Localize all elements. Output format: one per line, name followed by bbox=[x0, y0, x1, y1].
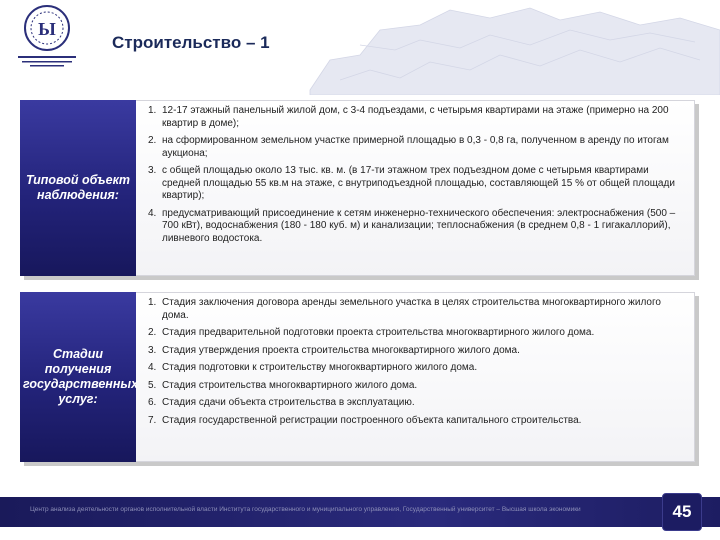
page-title: Строительство – 1 bbox=[112, 33, 270, 52]
list-item: 7. Стадия государственной регистрации построенного объекта капитального строительства. bbox=[148, 414, 582, 426]
block-items bbox=[148, 297, 689, 432]
footer-text: Центр анализа деятельности органов исполнительной власти Института государственного и муниципального управления, Государственный университет – Высшая школа экономики bbox=[30, 506, 581, 513]
list-item: 1. 12-17 этажный панельный жилой дом, с 3-4 подъездами, с четырьмя квартирами на этаже (примерно на 200 квартир в доме); bbox=[148, 105, 669, 129]
list-item: 4. предусматривающий присоединение к сетям инженерно-технического обеспечения: электроснабжения (500 – 700 кВт), водоснабжения (180 - 180 куб. м) и канализации; теплоснабжения (в среднем 0,8 - 1 гигакаллорий), ливневого водостока. bbox=[148, 207, 676, 244]
block-label-panel bbox=[20, 100, 136, 276]
list-item: 4. Стадия подготовки к строительству многоквартирного жилого дома. bbox=[148, 362, 478, 373]
block-items bbox=[148, 105, 689, 250]
list-item: 5. Стадия строительства многоквартирного жилого дома. bbox=[148, 379, 418, 391]
list-item: 2. Стадия предварительной подготовки проекта строительства многоквартирного жилого дома. bbox=[148, 327, 595, 338]
list-item: 2. на сформированном земельном участке примерной площадью в 0,3 - 0,8 га, полученном в аренду по итогам аукциона; bbox=[148, 135, 669, 159]
list-item: 6. Стадия сдачи объекта строительства в эксплуатацию. bbox=[148, 397, 415, 408]
list-item: 1. Стадия заключения договора аренды земельного участка в целях строительства многоквартирного жилого дома. bbox=[148, 297, 661, 321]
service-stages-block bbox=[20, 292, 695, 462]
list-item: 3. Стадия утверждения проекта строительства многоквартирного жилого дома. bbox=[148, 344, 520, 356]
footer-bar bbox=[0, 497, 720, 527]
block-label-panel bbox=[20, 292, 139, 462]
university-logo bbox=[6, 2, 88, 74]
svg-text:Ы: Ы bbox=[38, 19, 56, 39]
page-number: 45 bbox=[662, 493, 702, 531]
observation-object-block bbox=[20, 100, 695, 276]
block-label: Стадии получения государственных услуг: bbox=[23, 347, 139, 406]
block-label: Типовой объект наблюдения: bbox=[25, 173, 131, 202]
list-item: 3. с общей площадью около 13 тыс. кв. м. (в 17-ти этажном трех подъездном доме с четырьмя квартирами средней площадью 55 кв.м на этаже, с внутриподъездной площадью, составляющей 15 % от общей площади квартир); bbox=[148, 165, 675, 201]
world-map-background bbox=[300, 0, 720, 95]
